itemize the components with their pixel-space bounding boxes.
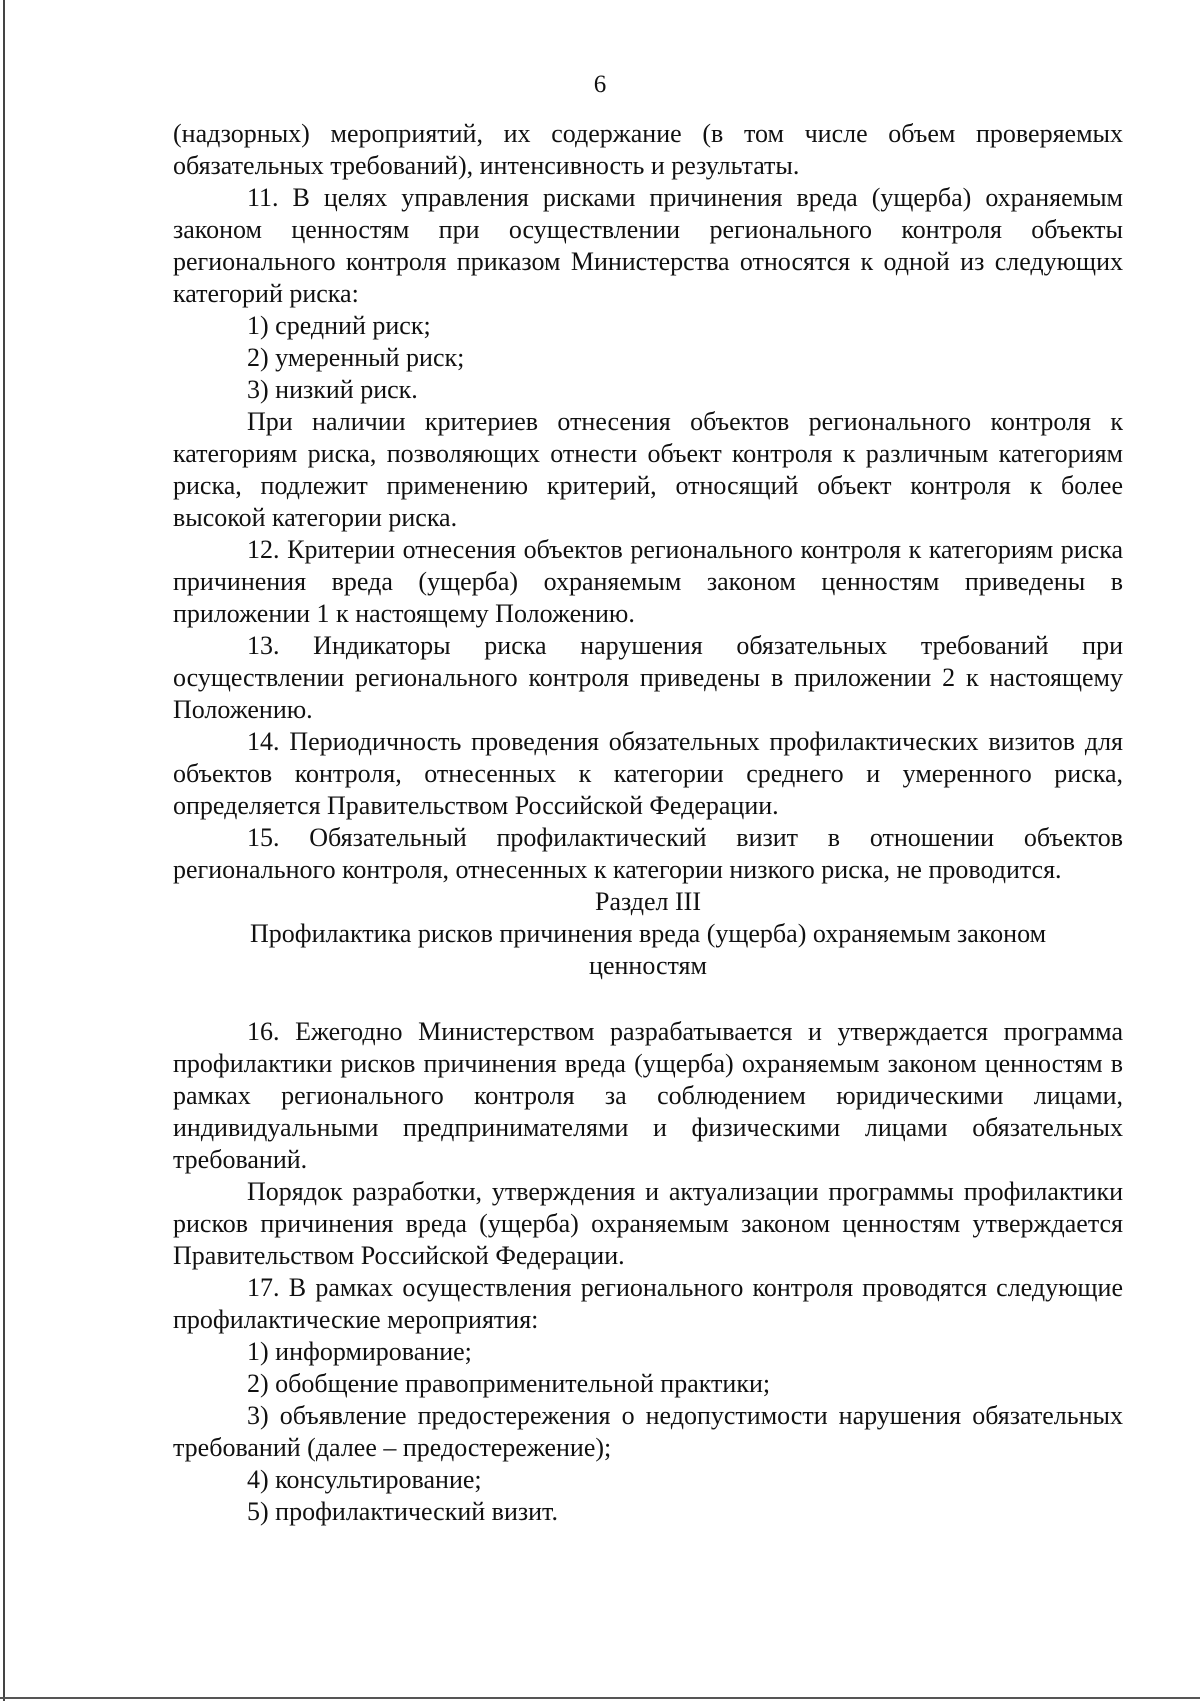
paragraph-criteria-priority: При наличии критериев отнесения объектов регионального контроля к категориям риска, позволяющих отнести объект контроля к различным категориям риска, подлежит применению критерий, относящий объект контроля к более высокой категории риска. [173,407,1123,532]
paragraph-17: 17. В рамках осуществления регионального контроля проводятся следующие профилактические мероприятия: [173,1273,1123,1334]
scan-left-edge [3,0,5,1701]
list-item-generalization: 2) обобщение правоприменительной практики; [247,1369,771,1398]
paragraph-14: 14. Периодичность проведения обязательных профилактических визитов для объектов контроля, отнесенных к категории среднего и умеренного риска, определяется Правительством Российской Федерации. [173,727,1123,820]
paragraph-13: 13. Индикаторы риска нарушения обязательных требований при осуществлении регионального контроля приведены в приложении 2 к настоящему Положению. [173,631,1123,724]
list-item-warning: 3) объявление предостережения о недопустимости нарушения обязательных требований (далее – предостережение); [173,1401,1123,1462]
list-item-consulting: 4) консультирование; [247,1465,482,1494]
scan-bottom-edge [0,1697,1200,1699]
list-item-risk-moderate: 2) умеренный риск; [247,343,465,372]
paragraph-16: 16. Ежегодно Министерством разрабатывается и утверждается программа профилактики рисков причинения вреда (ущерба) охраняемым законом ценностям в рамках регионального контроля за соблюдением юридическими лицами, индивидуальными предпринимателями и физическими лицами обязательных требований. [173,1017,1123,1174]
section-label: Раздел III [594,887,702,916]
document-body [173,118,1123,1528]
list-item-informing: 1) информирование; [247,1337,472,1366]
paragraph-continuation: (надзорных) мероприятий, их содержание (в том числе объем проверяемых обязательных требований), интенсивность и результаты. [173,119,1123,180]
section-title: Профилактика рисков причинения вреда (ущерба) охраняемым законом ценностям [249,919,1047,980]
paragraph-15: 15. Обязательный профилактический визит в отношении объектов регионального контроля, отнесенных к категории низкого риска, не проводится. [173,823,1123,884]
paragraph-12: 12. Критерии отнесения объектов регионального контроля к категориям риска причинения вреда (ущерба) охраняемым законом ценностям приведены в приложении 1 к настоящему Положению. [173,535,1123,628]
paragraph-program-procedure: Порядок разработки, утверждения и актуализации программы профилактики рисков причинения вреда (ущерба) охраняемым законом ценностям утверждается Правительством Российской Федерации. [173,1177,1123,1270]
section-spacer [173,982,1123,1016]
list-item-preventive-visit: 5) профилактический визит. [247,1497,558,1526]
list-item-risk-medium: 1) средний риск; [247,311,431,340]
list-item-risk-low: 3) низкий риск. [247,375,418,404]
paragraph-11: 11. В целях управления рисками причинения вреда (ущерба) охраняемым законом ценностям при осуществлении регионального контроля объекты регионального контроля приказом Министерства относятся к одной из следующих категорий риска: [173,183,1123,308]
page-number: 6 [593,71,607,98]
